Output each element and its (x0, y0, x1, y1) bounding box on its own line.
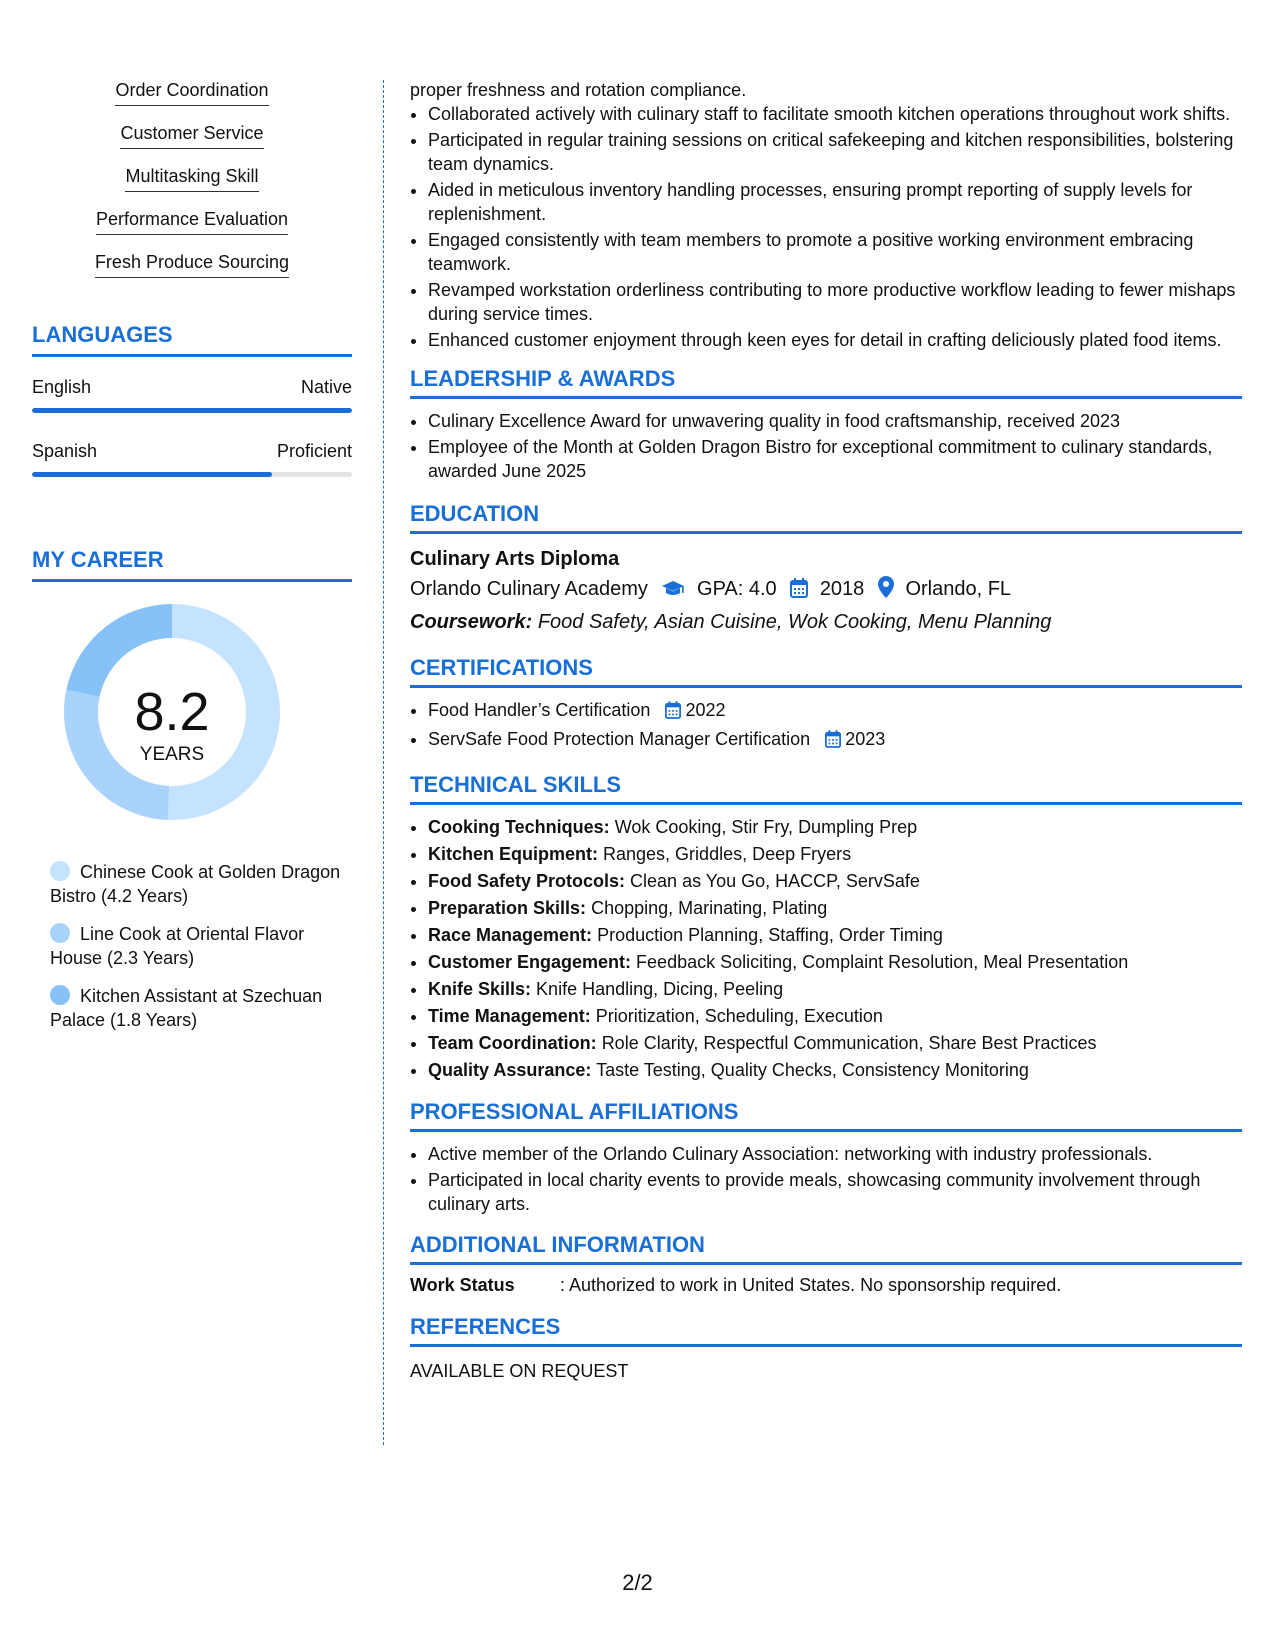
calendar-icon (665, 701, 681, 725)
certifications-list (410, 698, 1242, 754)
language-english (32, 377, 352, 413)
leadership-heading: LEADERSHIP & AWARDS (410, 366, 1242, 399)
skill-value: Prioritization, Scheduling, Execution (595, 1006, 883, 1026)
skill-value: Chopping, Marinating, Plating (591, 898, 828, 918)
experience-bullet: • Engaged consistently with team members to promote a positive working environment embracing teamwork. (428, 228, 1242, 276)
experience-bullet: • Collaborated actively with culinary staff to facilitate smooth kitchen operations throughout work shifts. (428, 102, 1242, 126)
experience-bullet: • Revamped workstation orderliness contributing to more productive workflow leading to fewer mishaps during service times. (428, 278, 1242, 326)
skill-label: Preparation Skills: (428, 898, 587, 918)
language-bar (32, 408, 352, 413)
coursework-label: Coursework: (410, 611, 533, 633)
languages-heading: LANGUAGES (32, 322, 352, 357)
technical-skill-item (428, 977, 1242, 1002)
technical-skill-item (428, 1031, 1242, 1056)
education-school: Orlando Culinary Academy (410, 578, 648, 600)
skill-item: Order Coordination (115, 80, 268, 106)
education-year: 2018 (819, 578, 865, 600)
certification-name: Food Handler’s Certification (428, 700, 651, 720)
skill-label: Time Management: (428, 1006, 591, 1026)
skill-value: Ranges, Griddles, Deep Fryers (603, 844, 852, 864)
technical-skill-item (428, 1058, 1242, 1083)
experience-bullet: • Aided in meticulous inventory handling processes, ensuring prompt reporting of supply levels for replenishment. (428, 178, 1242, 226)
legend-label: Line Cook at Oriental Flavor House (2.3 Years) (50, 924, 305, 968)
language-name: English (32, 377, 92, 397)
location-pin-icon (878, 576, 894, 607)
language-bar-fill (32, 408, 352, 413)
skill-label: Customer Engagement: (428, 952, 632, 972)
experience-bullet: • Participated in regular training sessions on critical safekeeping and kitchen responsibilities, bolstering team dynamics. (428, 128, 1242, 176)
legend-item (50, 922, 352, 970)
skill-item: Multitasking Skill (125, 166, 258, 192)
technical-skills-list (410, 815, 1242, 1083)
skill-item: Fresh Produce Sourcing (95, 252, 289, 278)
skill-value: Feedback Soliciting, Complaint Resolution, Meal Presentation (636, 952, 1129, 972)
legend-dot-icon (50, 861, 70, 881)
calendar-icon (790, 577, 808, 607)
language-level: Native (300, 377, 352, 397)
legend-label: Kitchen Assistant at Szechuan Palace (1.8 Years) (50, 986, 323, 1030)
certification-year: 2023 (845, 729, 886, 749)
skill-value: Taste Testing, Quality Checks, Consistency Monitoring (596, 1060, 1029, 1080)
leadership-item: • Culinary Excellence Award for unwavering quality in food craftsmanship, received 2023 (428, 409, 1242, 433)
affiliations-heading: PROFESSIONAL AFFILIATIONS (410, 1099, 1242, 1132)
work-status-key: Work Status (410, 1275, 515, 1295)
sidebar (32, 80, 352, 1046)
technical-skill-item (428, 869, 1242, 894)
career-heading: MY CAREER (32, 547, 352, 582)
certification-year: 2022 (685, 700, 726, 720)
skill-label: Kitchen Equipment: (428, 844, 598, 864)
career-legend (32, 860, 352, 1032)
career-donut-chart (32, 602, 352, 842)
coursework-value: Food Safety, Asian Cuisine, Wok Cooking, Menu Planning (537, 611, 1052, 633)
technical-skills-heading: TECHNICAL SKILLS (410, 772, 1242, 805)
skill-label: Team Coordination: (428, 1033, 597, 1053)
legend-dot-icon (50, 985, 70, 1005)
leadership-list (410, 409, 1242, 483)
education-entry (410, 544, 1242, 637)
education-degree: Culinary Arts Diploma (410, 548, 620, 570)
skill-label: Quality Assurance: (428, 1060, 592, 1080)
skill-value: Wok Cooking, Stir Fry, Dumpling Prep (614, 817, 918, 837)
career-total: 8.2 (134, 682, 210, 742)
affiliations-list (410, 1142, 1242, 1216)
affiliation-item: • Active member of the Orlando Culinary Association: networking with industry professionals. (428, 1142, 1242, 1166)
language-bar-fill (32, 472, 272, 477)
affiliation-item: • Participated in local charity events to provide meals, showcasing community involvement through culinary arts. (428, 1168, 1242, 1216)
technical-skill-item (428, 923, 1242, 948)
skill-value: Knife Handling, Dicing, Peeling (536, 979, 784, 999)
skills-list (32, 80, 352, 278)
certification-name: ServSafe Food Protection Manager Certification (428, 729, 811, 749)
language-name: Spanish (32, 441, 98, 461)
skill-label: Food Safety Protocols: (428, 871, 626, 891)
skill-value: Role Clarity, Respectful Communication, Share Best Practices (601, 1033, 1097, 1053)
graduation-cap-icon (661, 577, 685, 607)
technical-skill-item (428, 842, 1242, 867)
technical-skill-item (428, 950, 1242, 975)
references-heading: REFERENCES (410, 1314, 1242, 1347)
language-level: Proficient (276, 441, 352, 461)
references-text: AVAILABLE ON REQUEST (410, 1361, 629, 1381)
column-divider (383, 80, 384, 1445)
education-location: Orlando, FL (905, 578, 1012, 600)
page-number: 2/2 (622, 1570, 653, 1595)
additional-info-heading: ADDITIONAL INFORMATION (410, 1232, 1242, 1265)
education-gpa: GPA: 4.0 (697, 578, 777, 600)
technical-skill-item (428, 896, 1242, 921)
skill-label: Cooking Techniques: (428, 817, 610, 837)
certifications-heading: CERTIFICATIONS (410, 655, 1242, 688)
language-spanish (32, 441, 352, 477)
certification-item (428, 698, 1242, 725)
technical-skill-item (428, 1004, 1242, 1029)
experience-lead-text: proper freshness and rotation compliance. (410, 80, 747, 100)
skill-item: Performance Evaluation (96, 209, 288, 235)
leadership-item: • Employee of the Month at Golden Dragon Bistro for exceptional commitment to culinary standards, awarded June 2025 (428, 435, 1242, 483)
skill-value: Production Planning, Staffing, Order Timing (597, 925, 943, 945)
work-status-value: : Authorized to work in United States. No sponsorship required. (560, 1275, 1062, 1295)
work-status-row (410, 1275, 1242, 1296)
main-content (410, 78, 1242, 1382)
education-heading: EDUCATION (410, 501, 1242, 534)
skill-label: Race Management: (428, 925, 593, 945)
experience-continued (410, 78, 1242, 352)
legend-item (50, 860, 352, 908)
experience-bullet: • Enhanced customer enjoyment through keen eyes for detail in crafting deliciously plated food items. (428, 328, 1242, 352)
skill-value: Clean as You Go, HACCP, ServSafe (630, 871, 920, 891)
career-unit: YEARS (139, 744, 205, 765)
technical-skill-item (428, 815, 1242, 840)
language-bar (32, 472, 352, 477)
skill-label: Knife Skills: (428, 979, 532, 999)
skill-item: Customer Service (120, 123, 263, 149)
legend-item (50, 984, 352, 1032)
legend-label: Chinese Cook at Golden Dragon Bistro (4.2 Years) (50, 862, 341, 906)
legend-dot-icon (50, 923, 70, 943)
calendar-icon (825, 730, 841, 754)
certification-item (428, 727, 1242, 754)
